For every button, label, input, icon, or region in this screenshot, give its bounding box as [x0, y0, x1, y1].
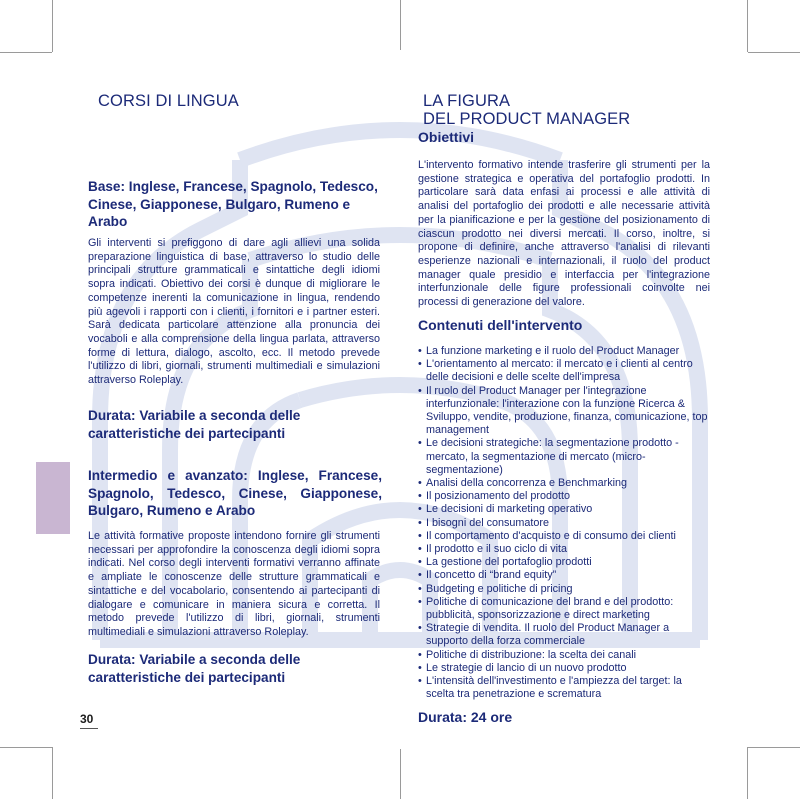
list-item: • L'orientamento al mercato: il mercato e i clienti al centro delle decisioni e delle scelte dell'impresa — [418, 358, 693, 384]
list-item: • Budgeting e politiche di pricing — [418, 582, 573, 595]
base-course-description: Gli interventi si prefiggono di dare agli allievi una solida preparazione linguistica di base, attraverso lo studio delle principali strutture grammaticali e sintattiche degli idiomi sopra indicati. Obiettivo dei corsi è dunque di migliorare le competenze inerenti la comunicazione in lingua, rendendo più agevoli i rapporti con i clienti, i fornitori e i partner esteri. Sarà dedicata particolare attenzione alla pronuncia dei vocaboli e alla comprensione della lingua parlata, attraverso forme di lettura, dialogo, ascolto, ecc. Il metodo prevede l'utilizzo di libri, giornali, strumenti multimediali e simulazioni attraverso Roleplay. — [88, 237, 380, 387]
page-number: 30 — [80, 712, 94, 726]
base-course-heading: Base: Inglese, Francese, Spagnolo, Tedesco, Cinese, Giapponese, Bulgaro, Rumeno e Arabo — [88, 179, 378, 229]
advanced-course-description: Le attività formative proposte intendono fornire gli strumenti necessari per approfondire la conoscenza degli idiomi sopra indicati. Nel corso degli interventi formativi verranno affinate e ampliate le conoscenze delle strutture grammaticali e sintattiche e del vocabolario, consentendo ai partecipanti di dialogare e comunicare in maniera sicura e corretta. Il metodo prevede l'utilizzo di libri, giornali, strumenti multimediali e simulazioni attraverso Roleplay. — [88, 530, 380, 638]
crop-mark-bottom-left-h — [0, 747, 52, 748]
list-item: • Le decisioni di marketing operativo — [418, 503, 593, 516]
objectives-description: L'intervento formativo intende trasferire gli strumenti per la gestione strategica e operativa del portafoglio prodotti. In particolare sarà data enfasi ai processi e alle attività di analisi del portafoglio dei prodotti e alle necessarie attività per la pianificazione e per la gestione del posizionamento di ciascun prodotto nei diversi mercati. Il corso, inoltre, si propone di definire, anche attraverso l'analisi di rilevanti esperienze nazionali e internazionali, il ruolo del product manager quale presidio e interfaccia per l'integrazione interfunzionale delle figure professionali coinvolte nei processi di generazione del valore. — [418, 159, 710, 309]
section-title-line-1: LA FIGURA — [423, 92, 511, 110]
contents-list — [418, 345, 710, 701]
list-item: • Il concetto di “brand equity” — [418, 569, 557, 582]
advanced-course-heading: Intermedio e avanzato: Inglese, Francese, Spagnolo, Tedesco, Cinese, Giapponese, Bulgaro, Rumeno e Arabo — [88, 468, 382, 518]
crop-mark-top-left-h — [0, 52, 52, 53]
product-manager-duration: Durata: 24 ore — [418, 709, 513, 725]
crop-mark-bottom-left-v — [52, 747, 53, 799]
advanced-course-duration: Durata: Variabile a seconda delle caratteristiche dei partecipanti — [88, 652, 301, 685]
base-course-duration: Durata: Variabile a seconda delle caratteristiche dei partecipanti — [88, 408, 301, 441]
contents-heading: Contenuti dell'intervento — [418, 317, 583, 333]
page-number-underline — [80, 728, 98, 729]
list-item: • La funzione marketing e il ruolo del Product Manager — [418, 345, 680, 357]
list-item: • I bisogni del consumatore — [418, 516, 550, 529]
crop-mark-bottom-center-v — [400, 749, 401, 799]
crop-mark-top-center-v — [400, 0, 401, 50]
crop-mark-bottom-right-v — [747, 747, 748, 799]
list-item: • Le strategie di lancio di un nuovo prodotto — [418, 661, 627, 674]
list-item: • Politiche di comunicazione del brand e del prodotto: pubblicità, sponsorizzazione e direct marketing — [418, 595, 674, 622]
list-item: • Il comportamento d'acquisto e di consumo dei clienti — [418, 529, 676, 542]
list-item: • La gestione del portafoglio prodotti — [418, 556, 592, 569]
list-item: • Il ruolo del Product Manager per l'integrazione interfunzionale: l'interazione con la funzione Ricerca & Sviluppo, vendite, produzione, finanza, comunicazione, top management — [418, 384, 708, 437]
list-item: • Analisi della concorrenza e Benchmarking — [418, 477, 628, 490]
list-item: • Strategie di vendita. Il ruolo del Product Manager a supporto della forza commerciale — [418, 622, 670, 648]
section-tab-marker — [36, 462, 70, 534]
section-title-product-manager — [423, 92, 630, 128]
crop-mark-top-left-v — [52, 0, 53, 52]
section-title-line-2: DEL PRODUCT MANAGER — [423, 110, 631, 128]
section-title-language-courses: CORSI DI LINGUA — [98, 92, 239, 110]
list-item: • L'intensità dell'investimento e l'ampiezza del target: la scelta tra penetrazione e scrematura — [418, 675, 682, 701]
crop-mark-bottom-right-h — [748, 747, 800, 748]
list-item: • Le decisioni strategiche: la segmentazione prodotto - mercato, la segmentazione di mercato (micro-segmentazione) — [418, 437, 679, 476]
list-item: • Politiche di distribuzione: la scelta dei canali — [418, 648, 637, 661]
objectives-heading: Obiettivi — [418, 129, 475, 145]
crop-mark-top-right-h — [748, 52, 800, 53]
crop-mark-top-right-v — [747, 0, 748, 52]
list-item: • Il posizionamento del prodotto — [418, 490, 571, 503]
list-item: • Il prodotto e il suo ciclo di vita — [418, 543, 568, 556]
